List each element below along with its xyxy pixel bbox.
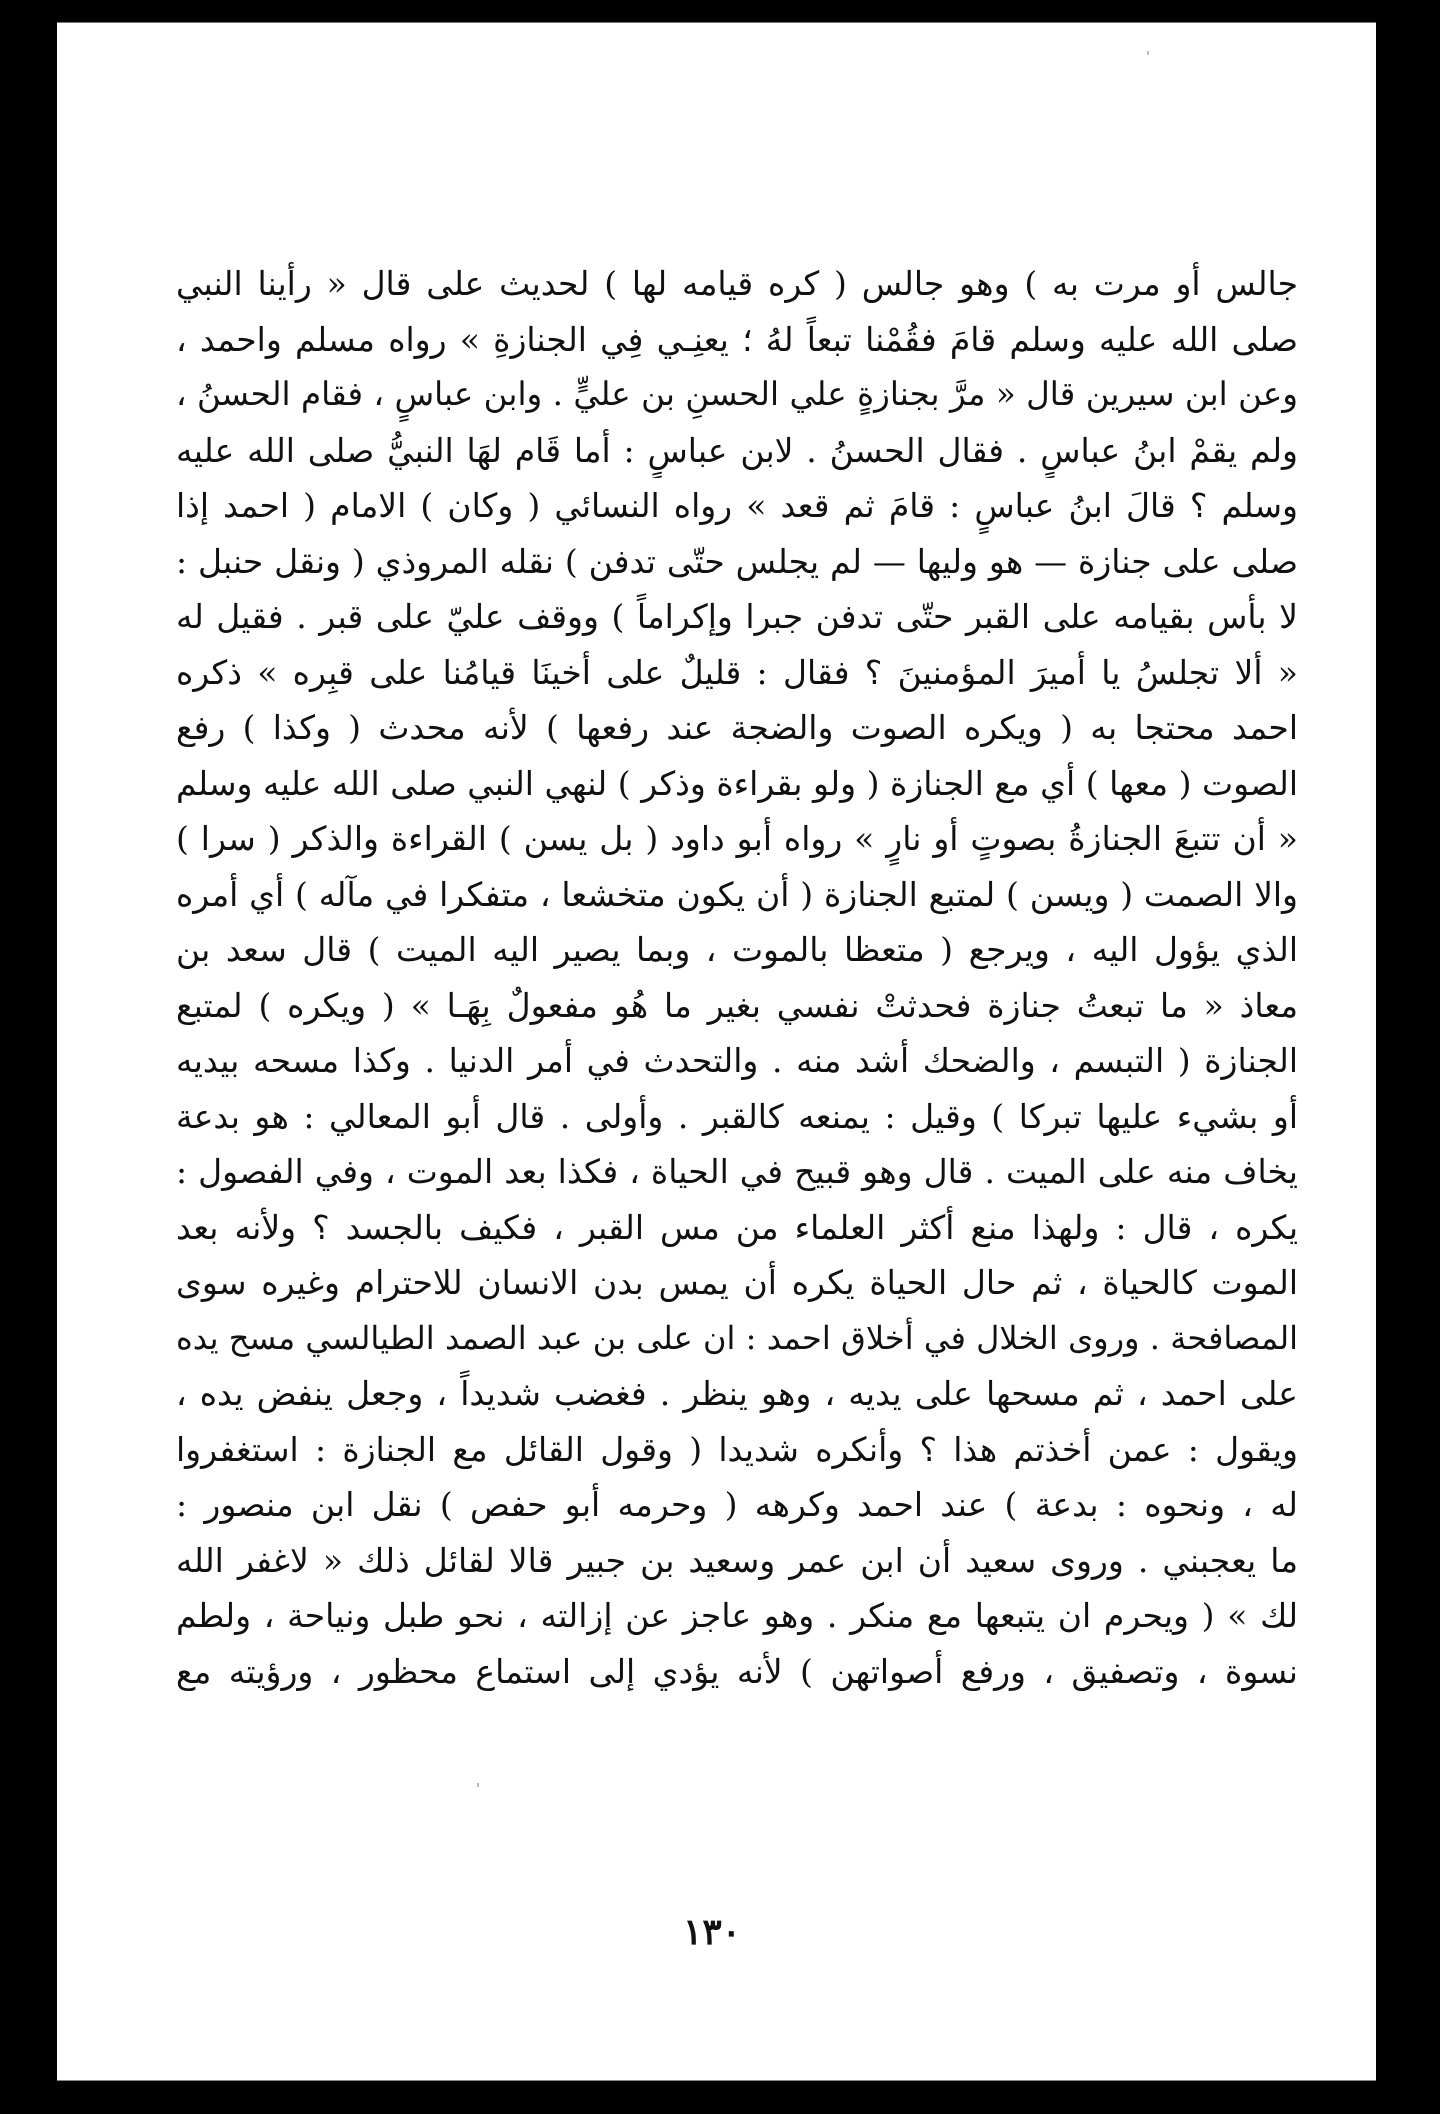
body-text xyxy=(176,256,1298,1699)
text-line: له ، ونحوه : بدعة ) عند احمد وكرهه ( وحرمه أبو حفص ) نقل ابن منصور : xyxy=(176,1485,1298,1524)
text-line: على احمد ، ثم مسحها على يديه ، وهو ينظر . فغضب شديداً ، وجعل ينفض يده ، xyxy=(176,1374,1298,1413)
text-line: يكره ، قال : ولهذا منع أكثر العلماء من مس القبر ، فكيف بالجسد ؟ ولأنه بعد xyxy=(176,1207,1298,1247)
text-line: المصافحة . وروى الخلال في أخلاق احمد : ان على بن عبد الصمد الطيالسي مسح يده xyxy=(176,1318,1298,1357)
page-number: ١٣٠ xyxy=(682,1911,741,1953)
text-line: معاذ « ما تبعتُ جنازة فحدثتْ نفسي بغير ما هُو مفعولٌ بِهَـا » ( ويكره ) لمتبع xyxy=(176,985,1298,1025)
text-line: وعن ابن سيرين قال « مرَّ بجنازةٍ علي الحسنِ بن عليٍّ . وابن عباسٍ ، فقام الحسنُ ، xyxy=(176,375,1298,413)
text-line: « ألا تجلسُ يا أميرَ المؤمنينَ ؟ فقال : قليلٌ على أخينَا قيامُنا على قبِره » ذكره xyxy=(176,652,1298,692)
text-line: الصوت ( معها ) أي مع الجنازة ( ولو بقراءة وذكر ) لنهي النبي صلى الله عليه وسلم xyxy=(176,763,1298,803)
text-line: أو بشيء عليها تبركا ) وقيل : يمنعه كالقبر . وأولى . قال أبو المعالي : هو بدعة xyxy=(176,1096,1298,1136)
text-line: صلى على جنازة — هو وليها — لم يجلس حتّى تدفن ) نقله المروذي ( ونقل حنبل : xyxy=(176,541,1298,581)
text-line: لا بأس بقيامه على القبر حتّى تدفن جبرا وإكراماً ) ووقف عليّ على قبر . فقيل له xyxy=(176,597,1298,636)
text-line: لك » ( ويحرم ان يتبعها مع منكر . وهو عاجز عن إزالته ، نحو طبل ونياحة ، ولطم xyxy=(176,1596,1298,1635)
text-line: ولم يقمْ ابنُ عباسٍ . فقال الحسنُ . لابن عباسٍ : أما قَام لهَا النبيُّ صلى الله عليه xyxy=(176,430,1298,470)
text-line: ويقول : عمن أخذتم هذا ؟ وأنكره شديدا ( وقول القائل مع الجنازة : استغفروا xyxy=(176,1429,1298,1469)
scan-speck xyxy=(1147,51,1149,55)
text-line: الذي يؤول اليه ، ويرجع ( متعظا بالموت ، وبما يصير اليه الميت ) قال سعد بن xyxy=(176,930,1298,969)
text-line: جالس أو مرت به ) وهو جالس ( كره قيامه لها ) لحديث على قال « رأينا النبي xyxy=(176,264,1298,303)
text-line: احمد محتجا به ( ويكره الصوت والضجة عند رفعها ) لأنه محدث ( وكذا ) رفع xyxy=(176,708,1298,747)
text-line: وسلم ؟ قالَ ابنُ عباسٍ : قامَ ثم قعد » رواه النسائي ( وكان ) الامام ( احمد إذا xyxy=(176,486,1298,525)
text-line: نسوة ، وتصفيق ، ورفع أصواتهن ) لأنه يؤدي إلى استماع محظور ، ورؤيته مع xyxy=(176,1651,1298,1691)
text-line: الجنازة ( التبسم ، والضحك أشد منه . والتحدث في أمر الدنيا . وكذا مسحه بيديه xyxy=(176,1041,1298,1080)
text-line: والا الصمت ( ويسن ) لمتبع الجنازة ( أن يكون متخشعا ، متفكرا في مآله ) أي أمره xyxy=(176,874,1298,914)
text-line: الموت كالحياة ، ثم حال الحياة يكره أن يمس بدن الانسان للاحترام وغيره سوى xyxy=(176,1263,1298,1302)
text-line: يخاف منه على الميت . قال وهو قبيح في الحياة ، فكذا بعد الموت ، وفي الفصول : xyxy=(176,1152,1298,1191)
scan-speck xyxy=(477,1783,479,1787)
text-line: « أن تتبعَ الجنازةُ بصوتٍ أو نارٍ » رواه أبو داود ( بل يسن ) القراءة والذكر ( سرا ) xyxy=(176,819,1298,858)
book-page xyxy=(57,22,1376,2081)
text-line: ما يعجبني . وروى سعيد أن ابن عمر وسعيد بن جبير قالا لقائل ذلك « لاغفر الله xyxy=(176,1540,1298,1580)
text-line: صلى الله عليه وسلم قامَ فقُمْنا تبعاً لهُ ؛ يعنِـي فِي الجنازةِ » رواه مسلم واحمد ، xyxy=(176,319,1298,359)
